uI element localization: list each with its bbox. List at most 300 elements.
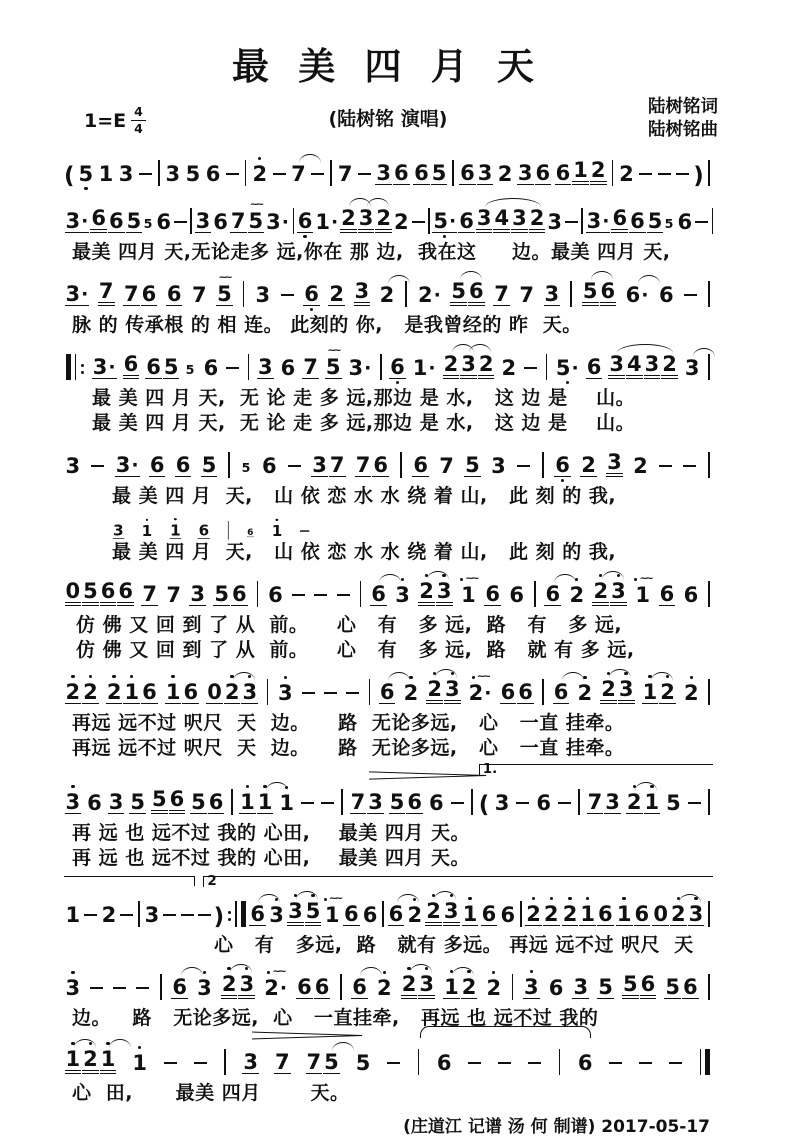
- note: [163, 347, 180, 386]
- note: [372, 445, 389, 484]
- note: [444, 669, 461, 711]
- note-cluster: [417, 275, 443, 313]
- octave-dot-high: [624, 672, 627, 675]
- barline: [546, 354, 548, 380]
- note-cluster: [105, 672, 158, 711]
- note-cluster: [576, 1043, 594, 1081]
- note-digit: 2: [670, 902, 686, 926]
- note-cluster: [141, 574, 159, 613]
- note-digit: 2: [407, 903, 423, 927]
- dash-note: [180, 895, 195, 933]
- note: [129, 782, 146, 821]
- note-digit: 6: [123, 353, 140, 379]
- note-cluster: [328, 274, 346, 313]
- note-cluster: [190, 275, 208, 313]
- note-digit: 6: [175, 453, 191, 477]
- dash-mark: [313, 584, 328, 606]
- barline: [246, 354, 252, 386]
- note-cluster: [496, 154, 514, 192]
- note-digit: 3: [477, 161, 493, 185]
- dash-bar: [136, 987, 149, 989]
- note-digit: 1: [65, 903, 81, 927]
- note-digit: 7: [494, 282, 509, 306]
- note-cluster: [353, 271, 371, 313]
- note-cluster: [525, 894, 560, 933]
- notation-line: [64, 344, 712, 386]
- note-digit: 5: [666, 791, 681, 815]
- barline: [156, 160, 162, 192]
- note-cluster: [581, 271, 616, 313]
- dash-bar: [300, 530, 309, 532]
- note: [432, 201, 457, 240]
- note-cluster: [335, 575, 351, 613]
- barline: [160, 974, 162, 1000]
- note-cluster: [204, 154, 222, 192]
- barline: [512, 974, 514, 1000]
- dash-bar: [346, 692, 359, 694]
- note-digit: 6: [659, 283, 674, 307]
- note: [684, 348, 701, 386]
- note-digit: 2: [329, 282, 344, 306]
- note-cluster: [216, 274, 234, 313]
- dash-bar: [658, 173, 671, 175]
- note: [198, 516, 210, 544]
- dash-mark: [89, 977, 104, 999]
- note: [604, 782, 621, 821]
- dash-note: [357, 154, 372, 192]
- octave-dot-high: [284, 676, 287, 679]
- note-cluster: [694, 202, 710, 240]
- note-cluster: [406, 895, 424, 933]
- note: [65, 782, 82, 821]
- note-cluster: [634, 575, 652, 613]
- note: [568, 575, 585, 613]
- note: [600, 271, 617, 313]
- note-cluster: [426, 669, 461, 711]
- meter-denominator: 4: [134, 120, 143, 136]
- note-digit: 3: [494, 791, 510, 815]
- note-digit: 3: [144, 903, 160, 927]
- note: [241, 672, 258, 711]
- note: [634, 894, 651, 933]
- note-digit: 1: [100, 1048, 117, 1074]
- note: [500, 672, 517, 711]
- note-cluster: [90, 198, 108, 240]
- dash-mark: [515, 792, 530, 814]
- note: [141, 574, 158, 613]
- note: [126, 201, 143, 240]
- note-digit: 6: [232, 582, 247, 606]
- dash-bar: [90, 987, 103, 989]
- octave-dot-high: [71, 785, 74, 788]
- note-digit: 2: [461, 975, 477, 999]
- note: [216, 274, 233, 313]
- note-digit: 3 ·: [92, 355, 116, 379]
- volta-bracket: [203, 873, 713, 889]
- note-digit: 3: [190, 582, 205, 606]
- note-digit: 3: [269, 903, 284, 927]
- note-cluster: [162, 1043, 178, 1081]
- octave-dot-low: [84, 187, 87, 190]
- note-digit: 5: [665, 975, 680, 999]
- note-cluster: [586, 782, 621, 821]
- dash-mark: [516, 455, 531, 477]
- note-digit: 3: [368, 790, 383, 814]
- note-digit: 6: [117, 580, 134, 606]
- note-digit: 1: [461, 583, 476, 607]
- dash-mark: [608, 1052, 623, 1074]
- note: [418, 571, 435, 613]
- octave-dot-high: [583, 676, 586, 679]
- note-digit: 7: [124, 282, 139, 306]
- note-cluster: [229, 201, 247, 240]
- dash-mark: [291, 584, 306, 606]
- augmentation-dot: ·: [131, 454, 139, 476]
- note: [586, 347, 603, 386]
- note: [230, 201, 247, 240]
- note: [287, 891, 304, 933]
- system-10: [64, 964, 712, 1031]
- note-digit: 6: [598, 902, 613, 926]
- note-digit: 6: [373, 453, 389, 477]
- note-cluster: [402, 673, 420, 711]
- note: [231, 574, 248, 613]
- note: [610, 571, 627, 613]
- note-digit: 5: [248, 209, 264, 233]
- note: [123, 672, 140, 711]
- notation-line: [64, 669, 712, 711]
- dash-bar: [84, 914, 97, 916]
- lyric-line: 最 美 四 月 天, 无 论 走 多 远,那边 是 水, 这 边 是 山。: [92, 412, 636, 434]
- barline: [360, 581, 362, 607]
- dash-bar: [676, 173, 689, 175]
- octave-dot-high: [634, 578, 637, 581]
- mordent-mark: ~~: [639, 573, 652, 584]
- octave-dot-high: [451, 672, 454, 675]
- dash-mark: [668, 1052, 683, 1074]
- note: [389, 782, 406, 821]
- note-cluster: [286, 446, 302, 484]
- slur-arc: [332, 1042, 354, 1051]
- note-cluster: [319, 783, 335, 821]
- octave-dot-high: [575, 578, 578, 581]
- barline: [367, 679, 373, 711]
- note: [164, 154, 181, 192]
- dash-note: [300, 783, 315, 821]
- note: [412, 445, 429, 484]
- dash-bar: [324, 692, 337, 694]
- dash-note: [310, 154, 325, 192]
- note-digit: 5: [450, 280, 467, 306]
- note: [323, 1042, 340, 1081]
- note-cluster: [563, 202, 579, 240]
- note: [481, 894, 498, 933]
- note-cluster: [585, 347, 603, 386]
- octave-dot-high: [568, 897, 571, 900]
- augmentation-dot: ·: [81, 210, 89, 232]
- note: [100, 1039, 117, 1081]
- note: [106, 672, 123, 711]
- note-digit: 6: [149, 453, 165, 477]
- note-cluster: [485, 968, 503, 1006]
- note-digit: 4: [493, 207, 510, 233]
- note-digit: 6: [394, 161, 409, 185]
- note-digit: 6: [172, 975, 187, 999]
- note-digit: 2 ·: [468, 681, 492, 705]
- barline: [66, 354, 71, 380]
- note-cluster: [464, 445, 482, 484]
- dash-mark: [197, 904, 212, 926]
- note-cluster: [412, 445, 430, 484]
- note-digit: 2: [626, 790, 642, 814]
- augmentation-dot: ·: [448, 210, 457, 232]
- note: [195, 201, 212, 240]
- barline: [612, 160, 614, 186]
- note: [248, 201, 265, 240]
- note: [644, 782, 661, 821]
- note-digit: 1: [644, 790, 660, 814]
- dash-mark: [138, 163, 153, 185]
- note-digit: 0: [653, 902, 668, 926]
- note-digit: 7: [230, 209, 246, 233]
- dash-note: [336, 575, 351, 613]
- note: [525, 894, 542, 933]
- note-digit: 6: [683, 583, 699, 607]
- note-cluster: [279, 275, 295, 313]
- notation-line: [64, 442, 712, 484]
- note-cluster: [305, 1042, 340, 1081]
- note-cluster: [190, 782, 225, 821]
- note-cluster: [299, 783, 315, 821]
- barline: [610, 160, 616, 192]
- dash-note: [89, 968, 104, 1006]
- note-cluster: [615, 894, 650, 933]
- note-digit: 7: [519, 283, 534, 307]
- note: [535, 783, 552, 821]
- note-cluster: [271, 517, 284, 544]
- note: [351, 967, 368, 1006]
- dash-note: [497, 1043, 512, 1081]
- dash-bar: [273, 173, 286, 175]
- note-digit: 7: [291, 162, 306, 186]
- note-cluster: [220, 964, 255, 1006]
- note: [115, 445, 140, 484]
- note: [406, 895, 423, 933]
- dash-note: [313, 575, 328, 613]
- note-digit: 6: [640, 973, 657, 999]
- note-cluster: [64, 782, 82, 821]
- octave-dot-high: [267, 971, 270, 974]
- note-digit: 1: [572, 159, 589, 185]
- lyric-line: 仿 佛 又 回 到 了 从 前。 心 有 多 远, 路 就 有 多 远,: [76, 639, 635, 661]
- note: [165, 672, 182, 711]
- note-digit: 5: [325, 355, 341, 379]
- note-cluster: [387, 894, 405, 933]
- repeat-dot: [228, 911, 231, 914]
- repeat-dot: [228, 918, 231, 921]
- slur-arc: [693, 348, 715, 357]
- note-digit: 3: [418, 973, 435, 999]
- note-cluster: [490, 446, 508, 484]
- lyric-line: 再 远 也 远不过 我的 心田, 最美 四月 天。: [72, 822, 470, 844]
- barline: [540, 679, 546, 711]
- note-digit: 2: [418, 580, 435, 606]
- note-digit: 0: [207, 680, 222, 704]
- system-7: [64, 669, 712, 761]
- dash-bar: [609, 1062, 622, 1064]
- volta-label: 2: [207, 873, 217, 889]
- note-cluster: [112, 968, 128, 1006]
- barline: [341, 789, 343, 815]
- note-cluster: [169, 516, 182, 544]
- note: [340, 198, 357, 240]
- dash-note: [450, 783, 465, 821]
- note: [417, 275, 442, 313]
- note-cluster: [296, 967, 331, 1006]
- note: [375, 198, 392, 240]
- note-digit: 3: [610, 580, 627, 606]
- note-cluster: [428, 783, 446, 821]
- note: [305, 891, 322, 933]
- dash-note: [608, 1043, 623, 1081]
- note-cluster: [265, 202, 291, 240]
- note-cluster: [638, 1043, 654, 1081]
- note: [370, 574, 387, 613]
- note-digit: 1: [124, 680, 140, 704]
- dash-note: [162, 895, 177, 933]
- note-digit: 3: [460, 353, 477, 379]
- begin-repeat: [64, 354, 86, 386]
- barline: [708, 901, 710, 927]
- barline: [542, 679, 544, 705]
- dash-note: [682, 446, 697, 484]
- note: [629, 201, 646, 240]
- octave-dot-high: [442, 574, 445, 577]
- note-cluster: [554, 348, 580, 386]
- note-digit: 6: [379, 680, 395, 704]
- dash-bar: [688, 802, 701, 804]
- secondary-notation-line: [112, 516, 544, 544]
- note-cluster: [652, 894, 705, 933]
- note: [362, 895, 379, 933]
- note: [196, 968, 213, 1006]
- note-cluster: [458, 201, 476, 240]
- dash-mark: [300, 523, 311, 539]
- note-cluster: [497, 1043, 513, 1081]
- note-cluster: [546, 202, 564, 240]
- note-digit: 5: [151, 788, 168, 814]
- note: [314, 202, 339, 240]
- note-cluster: [247, 201, 265, 240]
- note-digit: 2: [65, 680, 81, 704]
- dash-mark: [657, 163, 672, 185]
- note-digit: 3: [242, 680, 258, 704]
- note-cluster: [606, 442, 624, 484]
- note-cluster: [107, 782, 125, 821]
- note: [303, 274, 320, 313]
- note-digit: 5: [389, 790, 405, 814]
- mordent-mark: ~~: [328, 893, 341, 904]
- dash-note: [675, 154, 690, 192]
- note: [213, 574, 230, 613]
- note-digit: 7: [142, 582, 157, 606]
- augmentation-dot: ·: [364, 357, 372, 379]
- note-cluster: [323, 895, 341, 933]
- note-digit: 6: [545, 582, 561, 606]
- dash-bar: [468, 1062, 481, 1064]
- note-cluster: [225, 348, 241, 386]
- octave-dot-high: [71, 971, 74, 974]
- note: [577, 1043, 594, 1081]
- note-digit: 5: [431, 161, 447, 185]
- note: [523, 967, 540, 1006]
- lyric-line: 再远 远不过 呎尺 天 边。 路 无论多远, 心 一直 挂牵。: [72, 737, 625, 759]
- dash-mark: [112, 977, 127, 999]
- note: [239, 782, 256, 821]
- note-cluster: [290, 154, 308, 192]
- note: [608, 344, 625, 386]
- note-digit: 1: [170, 521, 181, 539]
- note: [242, 1042, 259, 1081]
- note-cluster: [256, 347, 274, 386]
- note-digit: 3: [524, 975, 539, 999]
- note-cluster: [184, 154, 202, 192]
- note-digit: 6: [90, 207, 107, 233]
- note-digit: 2: [497, 162, 513, 186]
- dash-note: [683, 275, 698, 313]
- note-digit: 2: [224, 680, 240, 704]
- note-cluster: [164, 154, 182, 192]
- note-cluster: [129, 782, 147, 821]
- note: [458, 201, 475, 240]
- barline: [267, 679, 269, 705]
- note: [263, 968, 288, 1006]
- note-digit: 3: [197, 976, 212, 1000]
- note-cluster: [174, 445, 192, 484]
- note: [443, 967, 460, 1006]
- note-cluster: [349, 782, 384, 821]
- note-digit: 2: [660, 680, 675, 704]
- note-cluster: [508, 575, 526, 613]
- dash-mark: [90, 455, 105, 477]
- note-digit: 6: [481, 902, 497, 926]
- dash-note: [658, 446, 673, 484]
- note-cluster: [467, 1043, 483, 1081]
- note-cluster: [179, 895, 195, 933]
- barline: [293, 208, 295, 234]
- note-cluster: [198, 516, 211, 544]
- note-digit: 2: [83, 680, 98, 704]
- note-cluster: [171, 967, 189, 1006]
- note: [290, 154, 307, 192]
- note: [379, 672, 396, 711]
- dash-note: [225, 154, 240, 192]
- note-cluster: [276, 673, 294, 711]
- dash-bar: [387, 1062, 400, 1064]
- note-digit: 2: [340, 207, 357, 233]
- note-digit: 7: [98, 280, 115, 306]
- note-digit: 6: [87, 791, 102, 815]
- note-digit: 5: [126, 209, 142, 233]
- note-digit: 1: [132, 1051, 147, 1075]
- note-digit: 3 ·: [348, 356, 372, 380]
- dash-bar: [226, 367, 239, 369]
- note-digit: 6: [500, 680, 516, 704]
- note: [169, 779, 186, 821]
- note-digit: 3: [395, 583, 410, 607]
- note-digit: 6: [611, 207, 628, 233]
- dash-bar: [226, 173, 239, 175]
